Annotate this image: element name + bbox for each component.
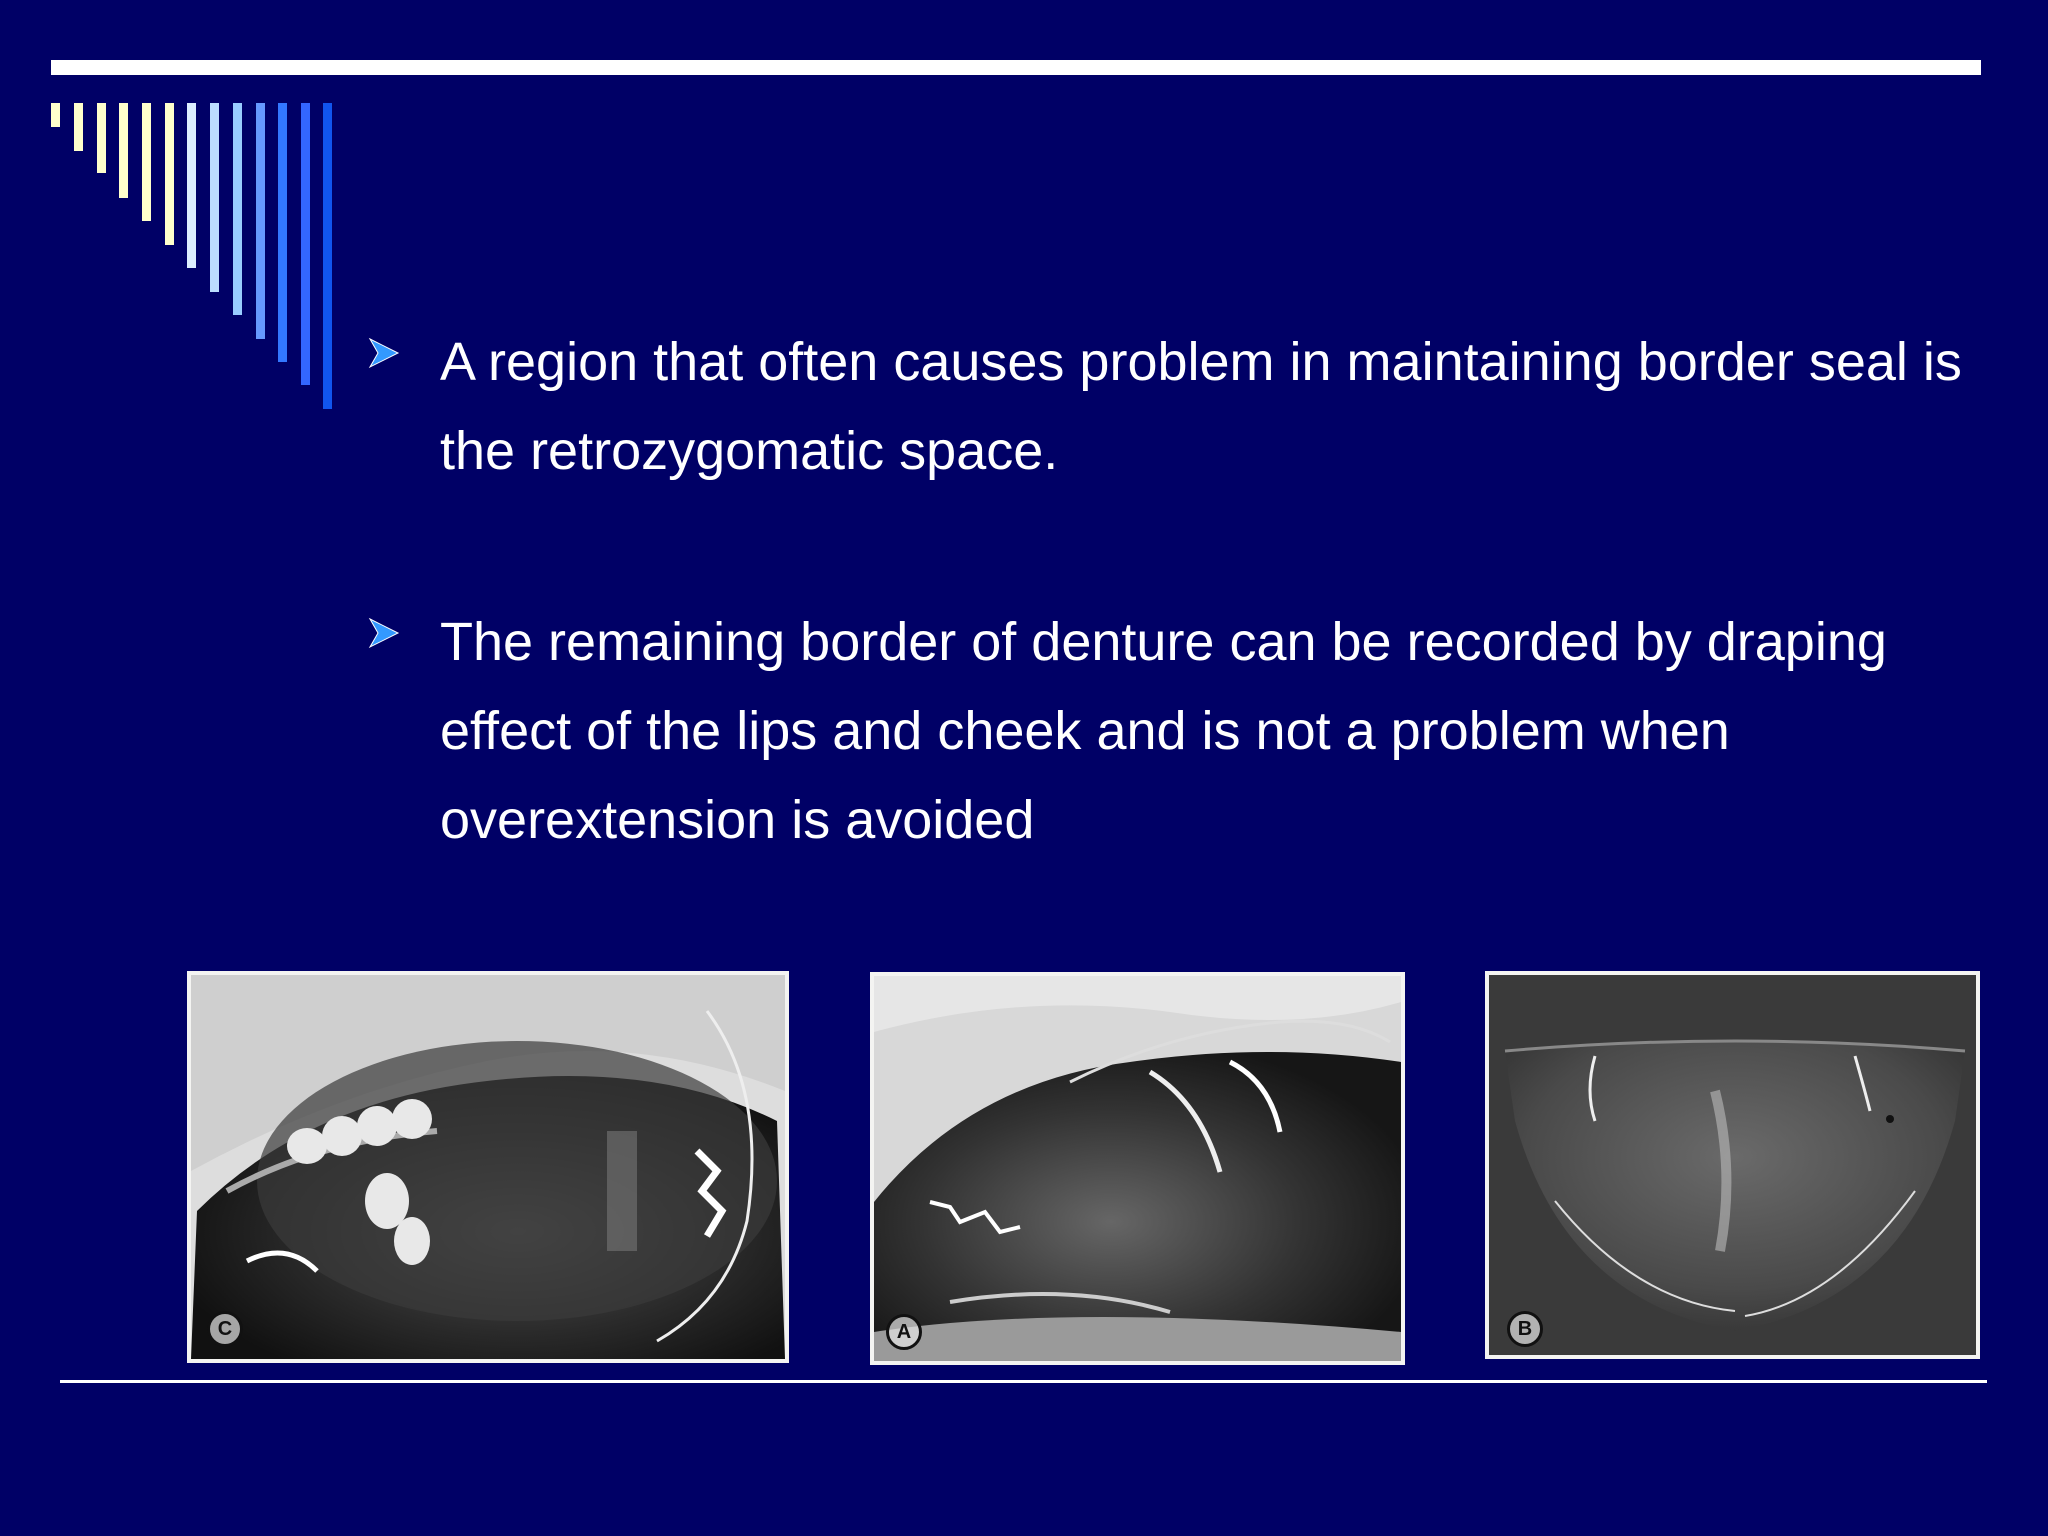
tongue-photo-image xyxy=(1485,971,1980,1359)
photo-label: B xyxy=(1507,1311,1543,1347)
clinical-photo-a xyxy=(870,972,1405,1365)
stripe xyxy=(74,103,83,151)
cheek-photo-image xyxy=(870,972,1405,1365)
bottom-rule xyxy=(60,1380,1987,1383)
bullet-item xyxy=(360,598,1980,865)
arrow-bullet-icon xyxy=(366,335,402,371)
clinical-photo-b xyxy=(1485,971,1980,1359)
stripe xyxy=(210,103,219,292)
top-rule xyxy=(51,60,1981,75)
stripe xyxy=(256,103,265,339)
photo-label: C xyxy=(207,1311,243,1347)
stripe xyxy=(301,103,310,385)
stripe xyxy=(187,103,196,268)
stripe xyxy=(165,103,174,245)
stripe xyxy=(323,103,332,409)
stripe xyxy=(119,103,128,198)
clinical-photo-c xyxy=(187,971,789,1363)
bullet-text: A region that often causes problem in maintaining border seal is the retrozygomatic space. xyxy=(440,332,1962,481)
stripe xyxy=(142,103,151,221)
bullet-item xyxy=(360,318,1980,496)
mouth-photo-image xyxy=(187,971,789,1363)
bullet-list xyxy=(360,318,1980,967)
stripe xyxy=(97,103,106,173)
bullet-text: The remaining border of denture can be recorded by draping effect of the lips and cheek and is not a problem when overextension is avoided xyxy=(440,612,1887,850)
arrow-bullet-icon xyxy=(366,615,402,651)
photo-label: A xyxy=(886,1314,922,1350)
stripe xyxy=(278,103,287,362)
stripe xyxy=(233,103,242,315)
stripe xyxy=(51,103,60,127)
